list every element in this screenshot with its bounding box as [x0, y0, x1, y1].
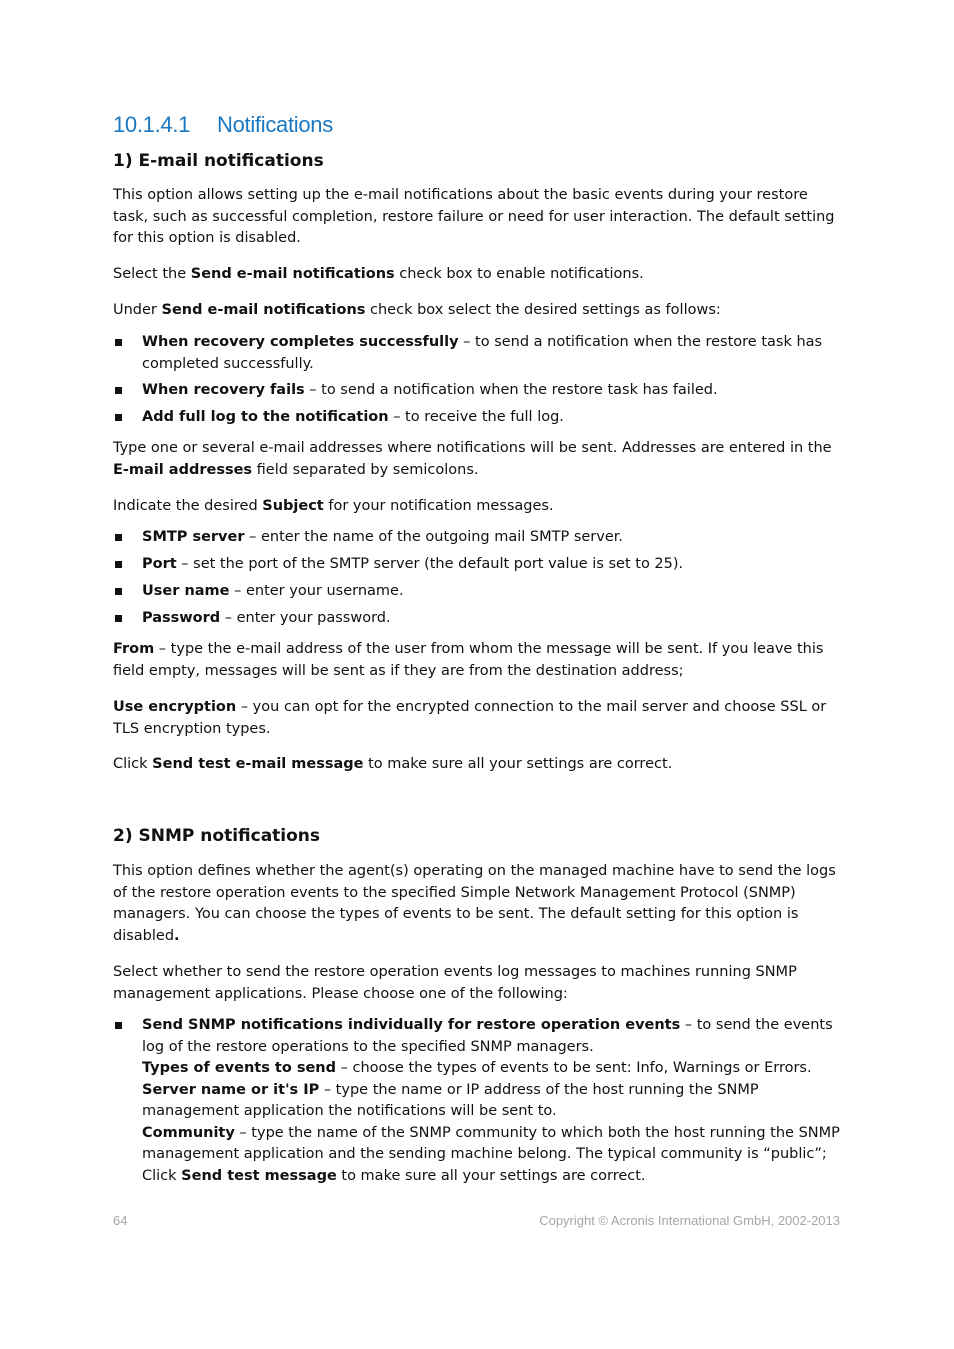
square-bullet-icon — [115, 1022, 122, 1029]
under-checkbox-paragraph: Under Send e-mail notifications check box select the desired settings as follows: — [113, 302, 721, 318]
list-item: Send SNMP notifications individually for restore operation events – to send the events log of the restore operations to the specified SNMP managers. Types of events to send – choose the types of events to be sent: Info, Warnings or Errors. Server name or it's IP – type the name or IP address of the host running the SNMP management application the notifications will be sent to. Community – type the name of the SNMP community to which both the host running the SNMP management application and the sending machine belong. The typical community is “public”; Click Send test message to make sure all your settings are correct. — [113, 1015, 841, 1187]
list-item: User name – enter your username. — [113, 581, 841, 603]
snmp-select-paragraph: Select whether to send the restore operation events log messages to machines running SNMP management applications. Please choose one of the following: — [113, 964, 797, 1002]
square-bullet-icon — [115, 534, 122, 541]
square-bullet-icon — [115, 561, 122, 568]
section-title-text: Notifications — [217, 112, 333, 137]
list-item: Password – enter your password. — [113, 608, 841, 630]
square-bullet-icon — [115, 387, 122, 394]
subject-paragraph: Indicate the desired Subject for your notification messages. — [113, 498, 554, 514]
square-bullet-icon — [115, 339, 122, 346]
page-number: 64 — [113, 1213, 128, 1228]
list-item: Add full log to the notification – to receive the full log. — [113, 407, 841, 429]
select-checkbox-paragraph: Select the Send e-mail notifications check box to enable notifications. — [113, 266, 644, 282]
test-email-paragraph: Click Send test e-mail message to make sure all your settings are correct. — [113, 756, 673, 772]
list-item: Port – set the port of the SMTP server (the default port value is set to 25). — [113, 554, 841, 576]
addresses-paragraph: Type one or several e-mail addresses where notifications will be sent. Addresses are entered in the E-mail addresses field separated by semicolons. — [113, 440, 832, 478]
list-item: SMTP server – enter the name of the outgoing mail SMTP server. — [113, 527, 841, 549]
snmp-intro-paragraph: This option defines whether the agent(s) operating on the managed machine have to send the logs of the restore operation events to the specified Simple Network Management Protocol (SNMP) managers. You can choose the types of events to be sent. The default setting for this option is disabled. — [113, 863, 836, 944]
list-item: When recovery completes successfully – to send a notification when the restore task has completed successfully. — [113, 332, 841, 375]
email-intro-paragraph: This option allows setting up the e-mail notifications about the basic events during your restore task, such as successful completion, restore failure or need for user interaction. The default setting for this option is disabled. — [113, 187, 835, 246]
section-heading — [113, 112, 333, 138]
square-bullet-icon — [115, 414, 122, 421]
snmp-subheading: 2) SNMP notifications — [113, 826, 321, 846]
encryption-paragraph: Use encryption – you can opt for the encrypted connection to the mail server and choose SSL or TLS encryption types. — [113, 699, 827, 737]
email-subheading: 1) E-mail notifications — [113, 151, 324, 171]
square-bullet-icon — [115, 588, 122, 595]
square-bullet-icon — [115, 615, 122, 622]
list-item: When recovery fails – to send a notification when the restore task has failed. — [113, 380, 841, 402]
section-number: 10.1.4.1 — [113, 112, 191, 137]
from-paragraph: From – type the e-mail address of the user from whom the message will be sent. If you leave this field empty, messages will be sent as if they are from the destination address; — [113, 641, 824, 679]
copyright-notice: Copyright © Acronis International GmbH, 2002-2013 — [539, 1213, 840, 1228]
